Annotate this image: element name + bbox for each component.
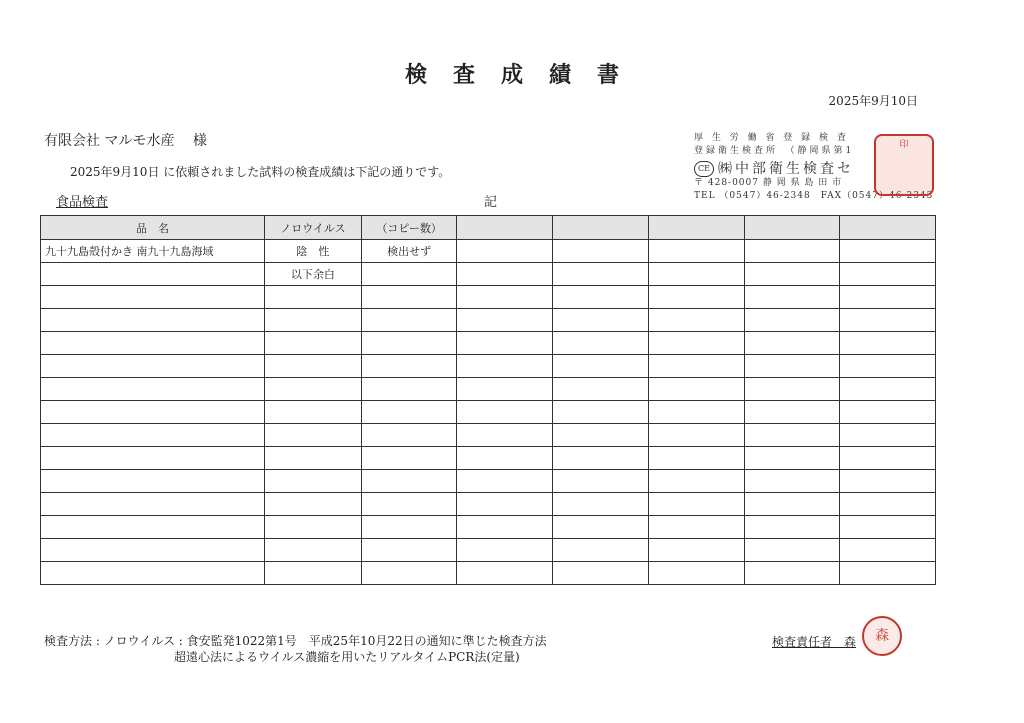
table-cell: [744, 424, 840, 447]
table-cell: [648, 401, 744, 424]
table-cell: [648, 424, 744, 447]
issuer-lab-registration: 登録衛生検査所 （静岡県第1: [694, 146, 855, 156]
table-cell: [41, 286, 265, 309]
table-cell: [840, 263, 936, 286]
table-cell: [361, 447, 457, 470]
table-cell: [41, 470, 265, 493]
table-cell: [648, 562, 744, 585]
table-cell: [648, 286, 744, 309]
table-cell: [265, 516, 362, 539]
table-cell: [553, 562, 649, 585]
test-method: [44, 633, 547, 665]
table-cell: [457, 401, 553, 424]
inspection-category: 食品検査: [56, 195, 109, 210]
table-cell: [648, 240, 744, 263]
table-cell: [840, 562, 936, 585]
table-cell: [648, 516, 744, 539]
table-cell: [648, 447, 744, 470]
table-cell: 九十九島殻付かき 南九十九島海域: [41, 240, 265, 263]
column-header: [840, 216, 936, 240]
table-row: [41, 562, 936, 585]
inspector-label: 検査責任者 森: [772, 635, 857, 649]
table-cell: [41, 539, 265, 562]
table-cell: [265, 539, 362, 562]
table-cell: [361, 309, 457, 332]
table-cell: [744, 263, 840, 286]
table-cell: [744, 539, 840, 562]
table-cell: [553, 516, 649, 539]
table-cell: [840, 447, 936, 470]
table-cell: [744, 562, 840, 585]
table-cell: [361, 424, 457, 447]
method-line-2: 超遠心法によるウイルス濃縮を用いたリアルタイムPCR法(定量): [174, 650, 520, 664]
table-cell: [648, 355, 744, 378]
table-row: [41, 240, 936, 263]
table-cell: [457, 562, 553, 585]
table-cell: [361, 286, 457, 309]
method-line-1: 検査方法 : ノロウイルス : 食安監発1022第1号 平成25年10月22日の通知に準じた検査方法: [44, 634, 547, 648]
table-cell: [840, 240, 936, 263]
company-seal-icon: 印: [874, 134, 934, 196]
issuer-phone-fax: TEL （0547）46-2348 FAX（0547）46-2343: [694, 191, 934, 201]
table-cell: [553, 286, 649, 309]
table-cell: [41, 401, 265, 424]
table-cell: [41, 263, 265, 286]
table-cell: [457, 470, 553, 493]
table-cell: [648, 378, 744, 401]
table-cell: [265, 424, 362, 447]
table-cell: [265, 401, 362, 424]
table-cell: [41, 424, 265, 447]
table-cell: 陰 性: [265, 240, 362, 263]
column-header: 品 名: [41, 216, 265, 240]
column-header: ノロウイルス: [265, 216, 362, 240]
table-cell: [744, 401, 840, 424]
table-cell: 以下余白: [265, 263, 362, 286]
table-row: [41, 424, 936, 447]
table-row: [41, 516, 936, 539]
table-cell: [361, 401, 457, 424]
document-title: 検査成績書: [404, 62, 645, 88]
table-cell: [744, 378, 840, 401]
table-cell: [457, 493, 553, 516]
table-cell: [457, 240, 553, 263]
column-header: [744, 216, 840, 240]
table-cell: [553, 355, 649, 378]
ki-mark: 記: [484, 195, 498, 210]
table-cell: [648, 332, 744, 355]
table-cell: [41, 378, 265, 401]
table-cell: [553, 424, 649, 447]
issuer-address: 〒 428-0007 静 岡 県 島 田 市: [694, 178, 843, 188]
table-cell: [840, 539, 936, 562]
table-cell: [744, 447, 840, 470]
table-cell: [553, 401, 649, 424]
table-cell: [265, 309, 362, 332]
table-cell: [457, 355, 553, 378]
table-cell: [553, 263, 649, 286]
table-cell: [457, 263, 553, 286]
table-cell: [553, 447, 649, 470]
table-cell: [553, 332, 649, 355]
table-cell: [457, 286, 553, 309]
table-cell: [265, 562, 362, 585]
table-cell: [361, 516, 457, 539]
table-cell: [457, 447, 553, 470]
table-cell: [648, 263, 744, 286]
table-cell: [265, 332, 362, 355]
table-cell: 検出せず: [361, 240, 457, 263]
table-cell: [840, 470, 936, 493]
table-cell: [840, 493, 936, 516]
table-cell: [840, 355, 936, 378]
table-cell: [265, 493, 362, 516]
table-cell: [840, 332, 936, 355]
inspector-seal-icon: 森: [862, 616, 902, 656]
table-cell: [744, 332, 840, 355]
table-cell: [840, 424, 936, 447]
table-cell: [41, 562, 265, 585]
table-cell: [41, 309, 265, 332]
table-cell: [744, 355, 840, 378]
table-cell: [361, 332, 457, 355]
table-row: [41, 378, 936, 401]
table-cell: [41, 332, 265, 355]
table-cell: [361, 493, 457, 516]
table-row: [41, 263, 936, 286]
column-header: [553, 216, 649, 240]
request-statement: 2025年9月10日 に依頼されました試料の検査成績は下記の通りです。: [70, 165, 451, 179]
table-cell: [265, 378, 362, 401]
table-cell: [361, 562, 457, 585]
table-cell: [744, 309, 840, 332]
table-row: [41, 493, 936, 516]
issuer-name-text: ㈱中部衛生検査セ: [718, 161, 854, 177]
table-cell: [553, 309, 649, 332]
table-cell: [457, 332, 553, 355]
table-cell: [744, 470, 840, 493]
table-cell: [361, 263, 457, 286]
table-cell: [553, 240, 649, 263]
table-cell: [361, 378, 457, 401]
table-row: [41, 309, 936, 332]
table-row: [41, 355, 936, 378]
table-cell: [265, 447, 362, 470]
table-cell: [744, 286, 840, 309]
table-cell: [457, 539, 553, 562]
column-header: [648, 216, 744, 240]
table-row: [41, 447, 936, 470]
table-cell: [553, 378, 649, 401]
table-body: [41, 240, 936, 585]
table-row: [41, 332, 936, 355]
table-cell: [553, 539, 649, 562]
table-header-row: [41, 216, 936, 240]
table-cell: [457, 309, 553, 332]
table-cell: [648, 539, 744, 562]
table-cell: [457, 516, 553, 539]
table-cell: [265, 355, 362, 378]
table-cell: [265, 470, 362, 493]
table-cell: [744, 516, 840, 539]
table-cell: [41, 493, 265, 516]
table-cell: [744, 240, 840, 263]
table-row: [41, 470, 936, 493]
table-cell: [840, 401, 936, 424]
table-row: [41, 286, 936, 309]
table-cell: [361, 470, 457, 493]
table-row: [41, 539, 936, 562]
table-cell: [744, 493, 840, 516]
table-cell: [41, 516, 265, 539]
recipient: 有限会社 マルモ水産 様: [44, 133, 207, 149]
table-cell: [840, 309, 936, 332]
table-cell: [648, 309, 744, 332]
table-cell: [648, 470, 744, 493]
table-cell: [840, 516, 936, 539]
table-cell: [840, 378, 936, 401]
table-cell: [457, 378, 553, 401]
table-cell: [41, 355, 265, 378]
column-header: [457, 216, 553, 240]
results-table: [40, 215, 936, 585]
column-header: （コピー数）: [361, 216, 457, 240]
table-cell: [457, 424, 553, 447]
table-cell: [361, 539, 457, 562]
issuer-registration: 厚 生 労 働 省 登 録 検 査: [694, 133, 849, 143]
table-cell: [361, 355, 457, 378]
table-cell: [41, 447, 265, 470]
table-cell: [648, 493, 744, 516]
table-row: [41, 401, 936, 424]
table-cell: [553, 470, 649, 493]
table-cell: [265, 286, 362, 309]
table-cell: [840, 286, 936, 309]
table-cell: [553, 493, 649, 516]
issuer-logo-icon: CE: [694, 161, 714, 177]
issue-date: 2025年9月10日: [828, 94, 918, 108]
